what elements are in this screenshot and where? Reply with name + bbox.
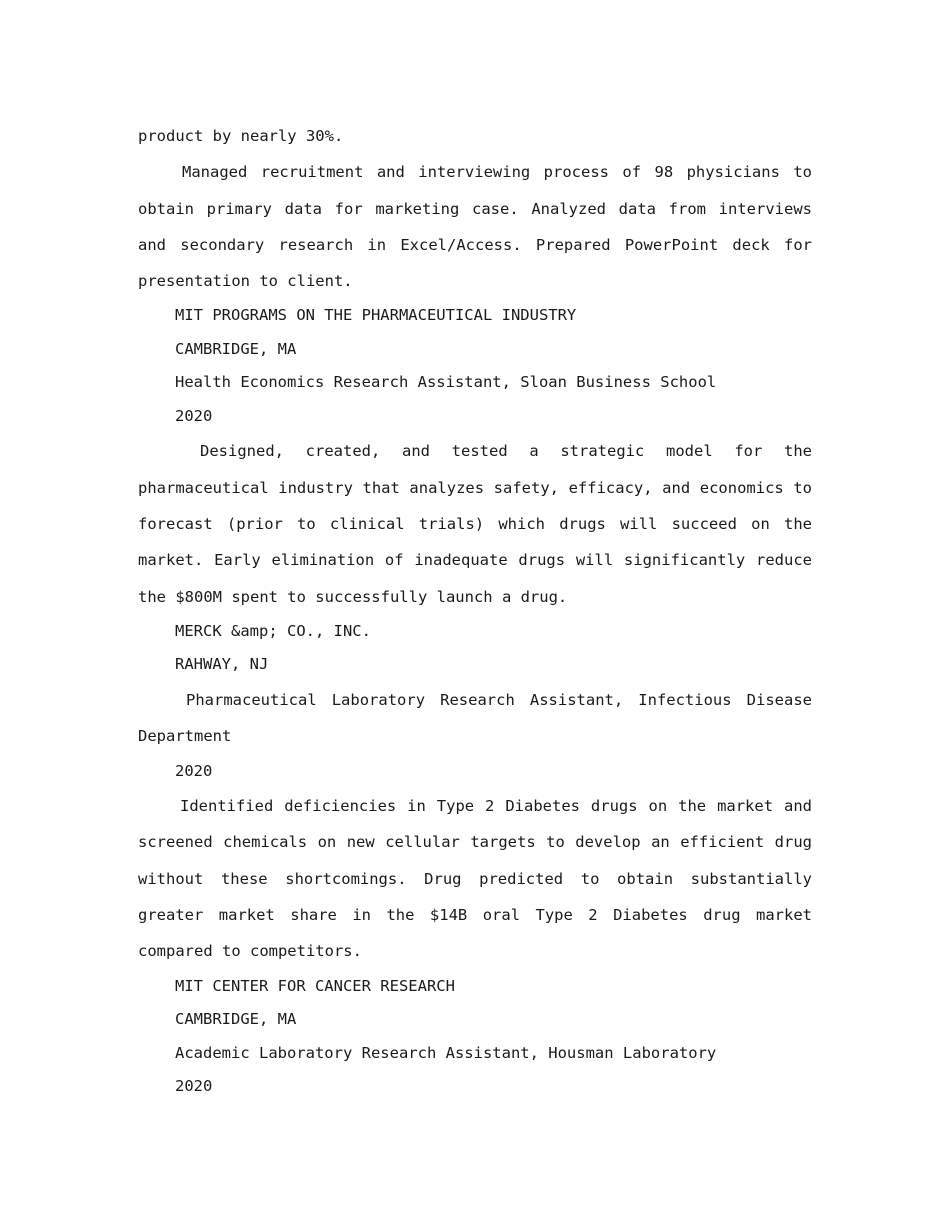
entry-role: Academic Laboratory Research Assistant, Housman Laboratory [175, 1043, 717, 1062]
entry-year: 2020 [175, 1077, 213, 1096]
document-page [138, 118, 812, 1104]
entry-location: CAMBRIDGE, MA [175, 1010, 297, 1029]
entry-description: Identified deficiencies in Type 2 Diabetes drugs on the market and screened chemicals on new cellular targets to develop an efficient drug without these shortcomings. Drug predicted to obtain substantially greater market share in the $14B oral Type 2 Diabetes drug market compared to competitors. [138, 797, 812, 961]
entry-location: RAHWAY, NJ [175, 655, 269, 674]
entry-merck [138, 615, 812, 970]
entry-location: CAMBRIDGE, MA [175, 339, 297, 358]
entry-role: Pharmaceutical Laboratory Research Assistant, Infectious Disease Department [138, 690, 812, 746]
recruitment-paragraph: Managed recruitment and interviewing process of 98 physicians to obtain primary data for marketing case. Analyzed data from interviews and secondary research in Excel/Access. Prepared PowerPoint deck for presentation to client. [138, 163, 812, 291]
intro-fragment: product by nearly 30%. [138, 127, 344, 145]
entry-org: MIT PROGRAMS ON THE PHARMACEUTICAL INDUSTRY [175, 306, 577, 325]
entry-mit-cancer [138, 970, 812, 1104]
entry-role: Health Economics Research Assistant, Sloan Business School [175, 373, 717, 392]
entry-org: MIT CENTER FOR CANCER RESEARCH [175, 976, 455, 995]
entry-year: 2020 [175, 761, 213, 780]
entry-org: MERCK &amp; CO., INC. [175, 621, 371, 640]
entry-mit-pharma [138, 299, 812, 614]
entry-year: 2020 [175, 406, 213, 425]
entry-description: Designed, created, and tested a strategic model for the pharmaceutical industry that analyzes safety, efficacy, and economics to forecast (prior to clinical trials) which drugs will succeed on the market. Early elimination of inadequate drugs will significantly reduce the $800M spent to successfully launch a drug. [138, 442, 812, 606]
